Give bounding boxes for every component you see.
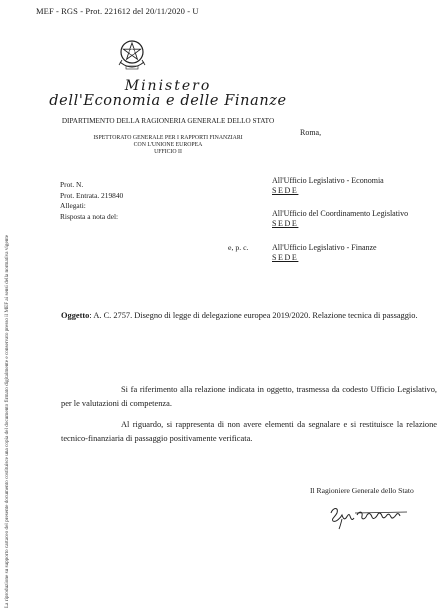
allegati-label: Allegati: xyxy=(60,201,86,210)
recipient-2 xyxy=(272,209,408,229)
department-name: DIPARTIMENTO DELLA RAGIONERIA GENERALE DELLO STATO xyxy=(61,117,275,125)
ministry-line1: Ministero xyxy=(124,78,212,94)
prot-number: Prot. N. xyxy=(60,180,84,189)
recipient-3 xyxy=(272,243,377,263)
ministry-line2: dell'Economia e delle Finanze xyxy=(49,93,287,109)
ministry-name xyxy=(48,78,288,109)
city-label: Roma, xyxy=(300,128,322,137)
recipient-name: All'Ufficio Legislativo - Finanze xyxy=(272,243,377,252)
office-line1: ISPETTORATO GENERALE PER I RAPPORTI FINANZIARI xyxy=(93,135,243,141)
recipient-sede: SEDE xyxy=(272,186,299,195)
body-paragraph-2: Al riguardo, si rappresenta di non avere elementi da segnalare e si restituisce la relazione tecnico-finanziaria di passaggio positivamente verificata. xyxy=(61,420,437,443)
epc-label: e, p. c. xyxy=(228,243,249,252)
office-block xyxy=(48,135,288,156)
recipient-1 xyxy=(272,176,384,196)
office-line2: CON L'UNIONE EUROPEA xyxy=(133,142,203,148)
handwritten-signature xyxy=(327,503,417,531)
recipient-name: All'Ufficio del Coordinamento Legislativo xyxy=(272,209,409,218)
subject-text: : A. C. 2757. Disegno di legge di delegazione europea 2019/2020. Relazione tecnica di passaggio. xyxy=(89,311,418,320)
subject xyxy=(61,308,441,324)
recipient-sede: SEDE xyxy=(272,253,299,262)
recipient-sede: SEDE xyxy=(272,219,299,228)
prot-entrata: Prot. Entrata. 219840 xyxy=(60,191,124,200)
protocol-header: MEF - RGS - Prot. 221612 del 20/11/2020 - U xyxy=(36,6,199,16)
risposta-label: Risposta a nota del: xyxy=(60,212,119,221)
body-paragraph-1: Si fa riferimento alla relazione indicata in oggetto, trasmessa da codesto Ufficio Legislativo, per le valutazioni di competenza. xyxy=(61,385,437,408)
office-line3: UFFICIO II xyxy=(154,149,182,155)
signer-title: Il Ragioniere Generale dello Stato xyxy=(310,486,414,495)
recipient-name: All'Ufficio Legislativo - Economia xyxy=(272,176,384,185)
republic-emblem-icon xyxy=(116,38,148,72)
subject-label: Oggetto xyxy=(61,311,90,320)
side-note: La riproduzione su supporto cartaceo del presente documento costituisce una copia del documento firmato digitalmente e conservato presso il MEF ai sensi della normativa vigente xyxy=(4,234,10,608)
